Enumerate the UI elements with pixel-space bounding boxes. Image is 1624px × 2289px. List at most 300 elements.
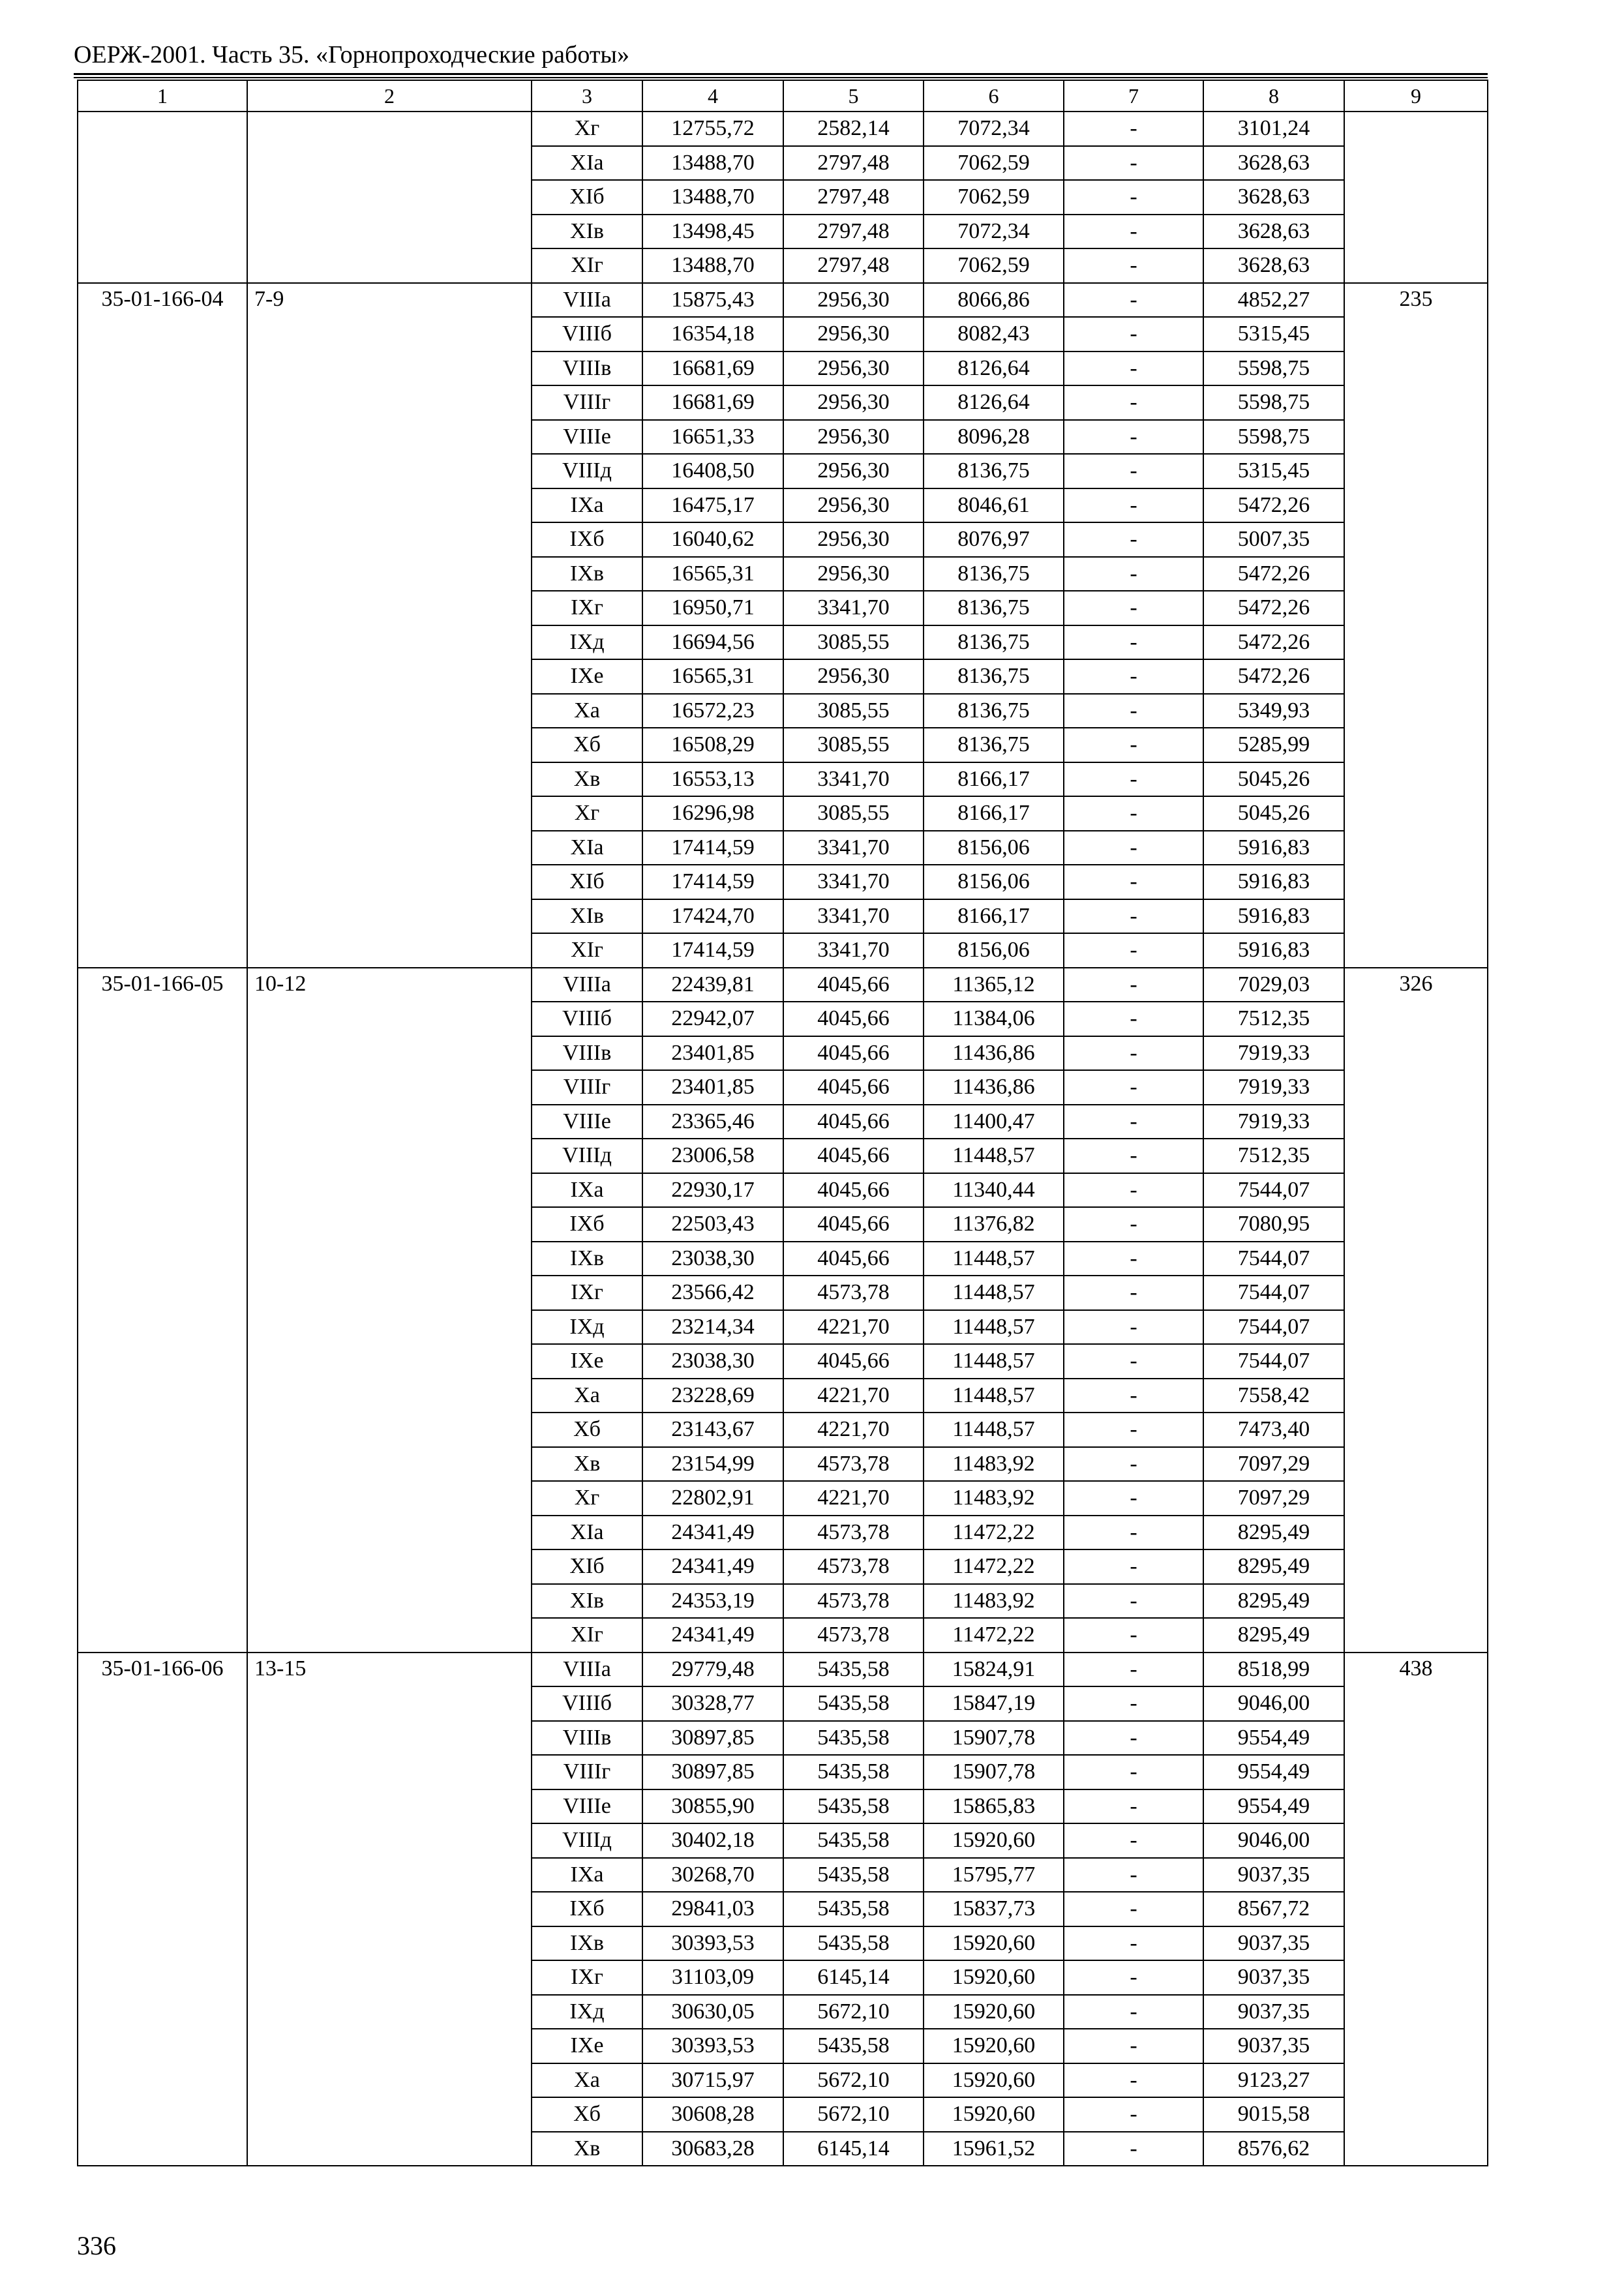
item-range-cell: [247, 112, 532, 283]
item-range-cell: 10-12: [247, 968, 532, 1653]
col4-cell: 16508,29: [642, 728, 783, 762]
col4-cell: 31103,09: [642, 1960, 783, 1995]
col4-cell: 16553,13: [642, 762, 783, 797]
class-cell: Xг: [532, 112, 642, 146]
col5-cell: 3341,70: [783, 865, 924, 899]
class-cell: Xв: [532, 1447, 642, 1482]
col7-cell: -: [1064, 1892, 1203, 1926]
col7-cell: -: [1064, 1344, 1203, 1379]
col6-cell: 11448,57: [924, 1413, 1064, 1447]
column-number-cell: 8: [1203, 80, 1344, 112]
class-cell: IXб: [532, 1892, 642, 1926]
col4-cell: 23006,58: [642, 1139, 783, 1173]
col6-cell: 7062,59: [924, 180, 1064, 215]
col4-cell: 30683,28: [642, 2132, 783, 2166]
col8-cell: 5349,93: [1203, 694, 1344, 728]
col8-cell: 8295,49: [1203, 1584, 1344, 1619]
col6-cell: 15920,60: [924, 2063, 1064, 2098]
col7-cell: -: [1064, 1549, 1203, 1584]
col7-cell: -: [1064, 659, 1203, 694]
col7-cell: -: [1064, 1002, 1203, 1036]
col4-cell: 24341,49: [642, 1549, 783, 1584]
col8-cell: 9046,00: [1203, 1823, 1344, 1858]
col5-cell: 5672,10: [783, 1995, 924, 2029]
class-cell: Xг: [532, 1481, 642, 1516]
col6-cell: 15920,60: [924, 2097, 1064, 2132]
class-cell: IXa: [532, 488, 642, 523]
col4-cell: 30855,90: [642, 1789, 783, 1824]
col7-cell: -: [1064, 831, 1203, 865]
col7-cell: -: [1064, 1379, 1203, 1413]
col5-cell: 2956,30: [783, 385, 924, 420]
col4-cell: 29779,48: [642, 1653, 783, 1687]
col5-cell: 2956,30: [783, 659, 924, 694]
col6-cell: 8126,64: [924, 352, 1064, 386]
col7-cell: -: [1064, 762, 1203, 797]
class-cell: XIб: [532, 180, 642, 215]
col8-cell: 5045,26: [1203, 762, 1344, 797]
col7-cell: -: [1064, 1207, 1203, 1242]
col7-cell: -: [1064, 283, 1203, 318]
class-cell: IXe: [532, 2029, 642, 2063]
col4-cell: 17414,59: [642, 831, 783, 865]
col6-cell: 11448,57: [924, 1344, 1064, 1379]
class-cell: XIa: [532, 831, 642, 865]
class-cell: VIIIв: [532, 1721, 642, 1756]
col6-cell: 15961,52: [924, 2132, 1064, 2166]
col5-cell: 4573,78: [783, 1618, 924, 1653]
col5-cell: 2956,30: [783, 522, 924, 557]
col8-cell: 5916,83: [1203, 899, 1344, 934]
col7-cell: -: [1064, 2097, 1203, 2132]
col6-cell: 8136,75: [924, 728, 1064, 762]
col6-cell: 11448,57: [924, 1310, 1064, 1345]
col5-cell: 5435,58: [783, 1686, 924, 1721]
col8-cell: 3628,63: [1203, 248, 1344, 283]
col8-cell: 7080,95: [1203, 1207, 1344, 1242]
class-cell: VIIIв: [532, 352, 642, 386]
col7-cell: -: [1064, 1105, 1203, 1139]
col8-cell: 8518,99: [1203, 1653, 1344, 1687]
item-range-cell: 13-15: [247, 1653, 532, 2166]
col6-cell: 15837,73: [924, 1892, 1064, 1926]
col5-cell: 3085,55: [783, 625, 924, 660]
item-range-cell: 7-9: [247, 283, 532, 968]
col6-cell: 11340,44: [924, 1173, 1064, 1208]
col6-cell: 15920,60: [924, 2029, 1064, 2063]
col5-cell: 5435,58: [783, 1892, 924, 1926]
col8-cell: 5916,83: [1203, 831, 1344, 865]
col7-cell: -: [1064, 146, 1203, 181]
class-cell: IXe: [532, 659, 642, 694]
col4-cell: 30402,18: [642, 1823, 783, 1858]
col5-cell: 5435,58: [783, 1755, 924, 1789]
col6-cell: 8126,64: [924, 385, 1064, 420]
class-cell: IXд: [532, 625, 642, 660]
col5-cell: 4573,78: [783, 1516, 924, 1550]
col8-cell: 5472,26: [1203, 591, 1344, 625]
col6-cell: 15907,78: [924, 1721, 1064, 1756]
col6-cell: 8156,06: [924, 933, 1064, 968]
col8-cell: 3628,63: [1203, 215, 1344, 249]
col4-cell: 23228,69: [642, 1379, 783, 1413]
class-cell: VIIIд: [532, 1823, 642, 1858]
col8-cell: 5598,75: [1203, 420, 1344, 455]
col8-cell: 9015,58: [1203, 2097, 1344, 2132]
col4-cell: 22439,81: [642, 968, 783, 1002]
col8-cell: 7029,03: [1203, 968, 1344, 1002]
col5-cell: 4221,70: [783, 1379, 924, 1413]
col8-cell: 7512,35: [1203, 1139, 1344, 1173]
col6-cell: 8066,86: [924, 283, 1064, 318]
page-number: 336: [77, 2231, 116, 2260]
col8-cell: 9554,49: [1203, 1755, 1344, 1789]
col5-cell: 4045,66: [783, 1139, 924, 1173]
class-cell: VIIIe: [532, 1789, 642, 1824]
col6-cell: 8136,75: [924, 659, 1064, 694]
col4-cell: 30393,53: [642, 2029, 783, 2063]
col8-cell: 7544,07: [1203, 1310, 1344, 1345]
col4-cell: 24341,49: [642, 1516, 783, 1550]
col6-cell: 15920,60: [924, 1823, 1064, 1858]
col5-cell: 2956,30: [783, 317, 924, 352]
col8-cell: 7544,07: [1203, 1242, 1344, 1276]
col7-cell: -: [1064, 112, 1203, 146]
col4-cell: 16354,18: [642, 317, 783, 352]
col5-cell: 5672,10: [783, 2097, 924, 2132]
col4-cell: 13488,70: [642, 248, 783, 283]
col4-cell: 22942,07: [642, 1002, 783, 1036]
col6-cell: 8076,97: [924, 522, 1064, 557]
col8-cell: 8576,62: [1203, 2132, 1344, 2166]
col5-cell: 6145,14: [783, 1960, 924, 1995]
col6-cell: 11472,22: [924, 1549, 1064, 1584]
col8-cell: 9046,00: [1203, 1686, 1344, 1721]
col8-cell: 7544,07: [1203, 1173, 1344, 1208]
col5-cell: 2956,30: [783, 420, 924, 455]
class-cell: IXв: [532, 557, 642, 591]
class-cell: XIг: [532, 248, 642, 283]
column-number-cell: 2: [247, 80, 532, 112]
col7-cell: -: [1064, 1618, 1203, 1653]
class-cell: XIa: [532, 146, 642, 181]
class-cell: XIг: [532, 1618, 642, 1653]
class-cell: IXд: [532, 1310, 642, 1345]
page-header-title: ОЕРЖ-2001. Часть 35. «Горнопроходческие работы»: [74, 41, 629, 68]
col6-cell: 15847,19: [924, 1686, 1064, 1721]
col7-cell: -: [1064, 385, 1203, 420]
col8-cell: 3101,24: [1203, 112, 1344, 146]
col5-cell: 3085,55: [783, 796, 924, 831]
col4-cell: 24353,19: [642, 1584, 783, 1619]
column-number-cell: 9: [1344, 80, 1488, 112]
col6-cell: 8082,43: [924, 317, 1064, 352]
col6-cell: 11436,86: [924, 1070, 1064, 1105]
col8-cell: 7919,33: [1203, 1070, 1344, 1105]
col6-cell: 11376,82: [924, 1207, 1064, 1242]
col7-cell: -: [1064, 1173, 1203, 1208]
col6-cell: 11400,47: [924, 1105, 1064, 1139]
class-cell: IXг: [532, 1960, 642, 1995]
col7-cell: -: [1064, 1960, 1203, 1995]
col8-cell: 9037,35: [1203, 1858, 1344, 1893]
col4-cell: 23365,46: [642, 1105, 783, 1139]
class-cell: IXa: [532, 1858, 642, 1893]
col7-cell: -: [1064, 2063, 1203, 2098]
col7-cell: -: [1064, 1686, 1203, 1721]
class-cell: XIв: [532, 215, 642, 249]
rate-code-cell: 35-01-166-05: [78, 968, 247, 1653]
col7-cell: -: [1064, 1276, 1203, 1310]
class-cell: Xг: [532, 796, 642, 831]
col7-cell: -: [1064, 1413, 1203, 1447]
col4-cell: 16040,62: [642, 522, 783, 557]
col4-cell: 16565,31: [642, 557, 783, 591]
class-cell: IXг: [532, 1276, 642, 1310]
rate-code-cell: 35-01-166-06: [78, 1653, 247, 2166]
class-cell: IXe: [532, 1344, 642, 1379]
col7-cell: -: [1064, 865, 1203, 899]
col5-cell: 4045,66: [783, 1344, 924, 1379]
column-number-cell: 5: [783, 80, 924, 112]
col5-cell: 4221,70: [783, 1413, 924, 1447]
col5-cell: 4045,66: [783, 1036, 924, 1071]
col6-cell: 8136,75: [924, 625, 1064, 660]
col7-cell: -: [1064, 1516, 1203, 1550]
col4-cell: 24341,49: [642, 1618, 783, 1653]
col4-cell: 30268,70: [642, 1858, 783, 1893]
class-cell: IXб: [532, 522, 642, 557]
col4-cell: 16681,69: [642, 352, 783, 386]
col8-cell: 5472,26: [1203, 659, 1344, 694]
col8-cell: 5315,45: [1203, 454, 1344, 488]
col7-cell: -: [1064, 1139, 1203, 1173]
col6-cell: 8136,75: [924, 454, 1064, 488]
col5-cell: 2797,48: [783, 180, 924, 215]
col8-cell: 5916,83: [1203, 865, 1344, 899]
rates-table-body: [78, 80, 1488, 2166]
col9-cell: 326: [1344, 968, 1488, 1653]
class-cell: Xб: [532, 1413, 642, 1447]
col7-cell: -: [1064, 317, 1203, 352]
col5-cell: 4045,66: [783, 1002, 924, 1036]
col7-cell: -: [1064, 352, 1203, 386]
col4-cell: 16694,56: [642, 625, 783, 660]
col4-cell: 30630,05: [642, 1995, 783, 2029]
class-cell: VIIIa: [532, 1653, 642, 1687]
col5-cell: 5435,58: [783, 1721, 924, 1756]
col6-cell: 11448,57: [924, 1276, 1064, 1310]
col7-cell: -: [1064, 1584, 1203, 1619]
class-cell: Xб: [532, 2097, 642, 2132]
col4-cell: 30715,97: [642, 2063, 783, 2098]
col8-cell: 5045,26: [1203, 796, 1344, 831]
col4-cell: 22503,43: [642, 1207, 783, 1242]
class-cell: XIв: [532, 1584, 642, 1619]
col6-cell: 11448,57: [924, 1379, 1064, 1413]
col7-cell: -: [1064, 968, 1203, 1002]
class-cell: IXг: [532, 591, 642, 625]
col4-cell: 23401,85: [642, 1070, 783, 1105]
col5-cell: 2797,48: [783, 215, 924, 249]
col7-cell: -: [1064, 1070, 1203, 1105]
col8-cell: 7544,07: [1203, 1344, 1344, 1379]
col7-cell: -: [1064, 454, 1203, 488]
col8-cell: 9554,49: [1203, 1789, 1344, 1824]
col8-cell: 8295,49: [1203, 1516, 1344, 1550]
class-cell: IXд: [532, 1995, 642, 2029]
col7-cell: -: [1064, 180, 1203, 215]
col8-cell: 9037,35: [1203, 2029, 1344, 2063]
col4-cell: 30897,85: [642, 1755, 783, 1789]
table-row: [78, 968, 1488, 1002]
col8-cell: 7473,40: [1203, 1413, 1344, 1447]
col5-cell: 4045,66: [783, 968, 924, 1002]
col7-cell: -: [1064, 1858, 1203, 1893]
col5-cell: 4221,70: [783, 1481, 924, 1516]
class-cell: IXв: [532, 1926, 642, 1961]
class-cell: Xв: [532, 2132, 642, 2166]
col4-cell: 30608,28: [642, 2097, 783, 2132]
col5-cell: 4045,66: [783, 1173, 924, 1208]
col8-cell: 7919,33: [1203, 1105, 1344, 1139]
col8-cell: 7919,33: [1203, 1036, 1344, 1071]
column-number-cell: 1: [78, 80, 247, 112]
col8-cell: 5007,35: [1203, 522, 1344, 557]
col8-cell: 7558,42: [1203, 1379, 1344, 1413]
class-cell: XIб: [532, 1549, 642, 1584]
col6-cell: 15920,60: [924, 1960, 1064, 1995]
header-rule-thin: [74, 77, 1488, 78]
col7-cell: -: [1064, 2132, 1203, 2166]
col4-cell: 23038,30: [642, 1344, 783, 1379]
col6-cell: 11448,57: [924, 1242, 1064, 1276]
col8-cell: 5285,99: [1203, 728, 1344, 762]
col6-cell: 8136,75: [924, 694, 1064, 728]
table-row: [78, 112, 1488, 146]
col4-cell: 30897,85: [642, 1721, 783, 1756]
col5-cell: 5435,58: [783, 1926, 924, 1961]
col8-cell: 7097,29: [1203, 1481, 1344, 1516]
col8-cell: 5598,75: [1203, 385, 1344, 420]
col8-cell: 7544,07: [1203, 1276, 1344, 1310]
class-cell: IXб: [532, 1207, 642, 1242]
col4-cell: 23566,42: [642, 1276, 783, 1310]
class-cell: XIa: [532, 1516, 642, 1550]
col6-cell: 11472,22: [924, 1618, 1064, 1653]
table-row: [78, 283, 1488, 318]
col5-cell: 4573,78: [783, 1584, 924, 1619]
col6-cell: 7062,59: [924, 248, 1064, 283]
col4-cell: 23154,99: [642, 1447, 783, 1482]
col7-cell: -: [1064, 1310, 1203, 1345]
class-cell: VIIIa: [532, 283, 642, 318]
col6-cell: 8166,17: [924, 762, 1064, 797]
col4-cell: 13488,70: [642, 180, 783, 215]
col7-cell: -: [1064, 694, 1203, 728]
class-cell: Xв: [532, 762, 642, 797]
col7-cell: -: [1064, 899, 1203, 934]
col7-cell: -: [1064, 2029, 1203, 2063]
col4-cell: 23401,85: [642, 1036, 783, 1071]
col5-cell: 4573,78: [783, 1549, 924, 1584]
col8-cell: 5598,75: [1203, 352, 1344, 386]
col6-cell: 11483,92: [924, 1447, 1064, 1482]
col4-cell: 17414,59: [642, 865, 783, 899]
col5-cell: 5435,58: [783, 2029, 924, 2063]
header-rule-thick: [74, 73, 1488, 75]
class-cell: VIIIб: [532, 317, 642, 352]
col9-cell: [1344, 112, 1488, 283]
col7-cell: -: [1064, 1036, 1203, 1071]
class-cell: VIIIг: [532, 1755, 642, 1789]
col8-cell: 3628,63: [1203, 146, 1344, 181]
col6-cell: 7062,59: [924, 146, 1064, 181]
col7-cell: -: [1064, 1926, 1203, 1961]
col8-cell: 5916,83: [1203, 933, 1344, 968]
col5-cell: 2956,30: [783, 352, 924, 386]
col9-cell: 235: [1344, 283, 1488, 968]
col5-cell: 4573,78: [783, 1447, 924, 1482]
col8-cell: 9037,35: [1203, 1926, 1344, 1961]
class-cell: Xб: [532, 728, 642, 762]
rate-code-cell: 35-01-166-04: [78, 283, 247, 968]
col5-cell: 4573,78: [783, 1276, 924, 1310]
col6-cell: 15795,77: [924, 1858, 1064, 1893]
class-cell: IXв: [532, 1242, 642, 1276]
col6-cell: 11365,12: [924, 968, 1064, 1002]
col8-cell: 8567,72: [1203, 1892, 1344, 1926]
col5-cell: 2582,14: [783, 112, 924, 146]
col8-cell: 9037,35: [1203, 1995, 1344, 2029]
col4-cell: 17414,59: [642, 933, 783, 968]
col4-cell: 13498,45: [642, 215, 783, 249]
col4-cell: 30393,53: [642, 1926, 783, 1961]
column-number-cell: 7: [1064, 80, 1203, 112]
col9-cell: 438: [1344, 1653, 1488, 2166]
col4-cell: 23143,67: [642, 1413, 783, 1447]
class-cell: VIIIб: [532, 1002, 642, 1036]
col5-cell: 3341,70: [783, 591, 924, 625]
col7-cell: -: [1064, 796, 1203, 831]
col6-cell: 15920,60: [924, 1995, 1064, 2029]
col4-cell: 12755,72: [642, 112, 783, 146]
col5-cell: 3085,55: [783, 694, 924, 728]
col8-cell: 9554,49: [1203, 1721, 1344, 1756]
col6-cell: 7072,34: [924, 215, 1064, 249]
col8-cell: 7097,29: [1203, 1447, 1344, 1482]
col5-cell: 4045,66: [783, 1242, 924, 1276]
col7-cell: -: [1064, 1242, 1203, 1276]
col5-cell: 5435,58: [783, 1858, 924, 1893]
col8-cell: 8295,49: [1203, 1618, 1344, 1653]
col6-cell: 15824,91: [924, 1653, 1064, 1687]
col5-cell: 4045,66: [783, 1207, 924, 1242]
col5-cell: 2956,30: [783, 488, 924, 523]
col5-cell: 4045,66: [783, 1105, 924, 1139]
col4-cell: 16681,69: [642, 385, 783, 420]
column-number-cell: 6: [924, 80, 1064, 112]
col6-cell: 7072,34: [924, 112, 1064, 146]
column-number-cell: 3: [532, 80, 642, 112]
col7-cell: -: [1064, 933, 1203, 968]
col6-cell: 8156,06: [924, 865, 1064, 899]
col4-cell: 13488,70: [642, 146, 783, 181]
col6-cell: 8166,17: [924, 899, 1064, 934]
col6-cell: 8136,75: [924, 557, 1064, 591]
col5-cell: 5672,10: [783, 2063, 924, 2098]
col8-cell: 9037,35: [1203, 1960, 1344, 1995]
